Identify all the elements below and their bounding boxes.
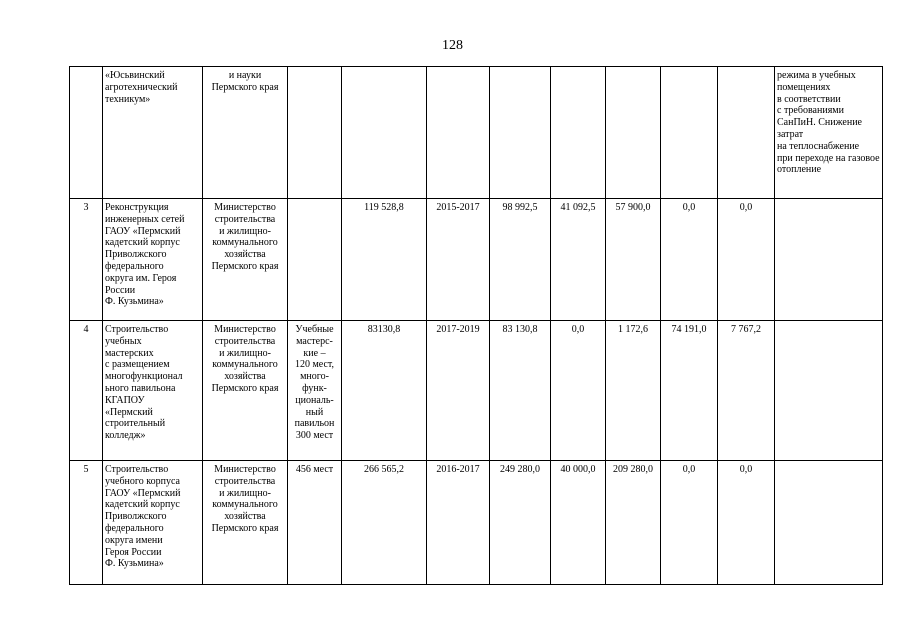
cell-line: ГАОУ «Пермский bbox=[105, 225, 181, 237]
value-cell-1: 98 992,5 bbox=[490, 199, 551, 321]
cell-line: «Юсьвинский bbox=[105, 70, 165, 81]
cell-line: колледж» bbox=[105, 430, 146, 442]
cell-line: федерального bbox=[105, 522, 164, 534]
value-cell-4: 0,0 bbox=[661, 461, 718, 585]
program-table bbox=[69, 66, 883, 585]
cell-line: Учебные bbox=[295, 324, 334, 335]
cell-line: Пермского края bbox=[211, 522, 279, 534]
total-cost-cell: 266 565,2 bbox=[342, 461, 427, 585]
cell-line: Строительство bbox=[105, 324, 169, 335]
cell-line: режима в учебных bbox=[777, 70, 856, 81]
value-cell-2: 40 000,0 bbox=[551, 461, 606, 585]
period-cell: 2017-2019 bbox=[427, 321, 490, 461]
cell-line: Приволжского bbox=[105, 249, 167, 261]
cell-line: Пермского края bbox=[211, 260, 279, 272]
total-cost-cell: 119 528,8 bbox=[342, 199, 427, 321]
ministry-cell bbox=[203, 321, 288, 461]
cell-line: и жилищно- bbox=[219, 347, 271, 359]
value-cell-4: 74 191,0 bbox=[661, 321, 718, 461]
value-cell-5: 0,0 bbox=[718, 199, 775, 321]
value-cell-2: 41 092,5 bbox=[551, 199, 606, 321]
row-number-cell bbox=[70, 67, 103, 199]
cell-line: при переходе на газовое bbox=[777, 152, 880, 164]
cell-line: строительства bbox=[214, 213, 276, 225]
cell-line: Строительство bbox=[105, 464, 169, 475]
cell-line: функ- bbox=[302, 382, 327, 394]
cell-line: кадетский корпус bbox=[105, 237, 180, 249]
row-number-cell: 3 bbox=[70, 199, 103, 321]
object-name-cell bbox=[103, 199, 203, 321]
table-body bbox=[70, 67, 883, 585]
capacity-cell bbox=[288, 321, 342, 461]
cell-line: Пермского края bbox=[211, 382, 279, 394]
object-name-cell bbox=[103, 67, 203, 199]
cell-line: хозяйства bbox=[224, 371, 266, 383]
object-name-cell bbox=[103, 321, 203, 461]
value-cell-5: 0,0 bbox=[718, 461, 775, 585]
cell-line: ьного павильона bbox=[105, 382, 176, 394]
cell-line: Ф. Кузьмина» bbox=[105, 558, 164, 570]
cell-line: учебных bbox=[105, 335, 142, 347]
cell-line: агротехнический bbox=[105, 81, 178, 93]
note-cell bbox=[775, 199, 883, 321]
capacity-cell bbox=[288, 461, 342, 585]
cell-line: кие – bbox=[303, 347, 326, 359]
value-cell-1 bbox=[490, 67, 551, 199]
value-cell-5: 7 767,2 bbox=[718, 321, 775, 461]
cell-line: округа им. Героя bbox=[105, 272, 177, 284]
period-cell: 2015-2017 bbox=[427, 199, 490, 321]
value-cell-2: 0,0 bbox=[551, 321, 606, 461]
row-number-cell: 4 bbox=[70, 321, 103, 461]
cell-line: 300 мест bbox=[295, 430, 334, 442]
cell-line: хозяйства bbox=[224, 249, 266, 261]
cell-line: Министерство bbox=[214, 202, 276, 213]
ministry-cell bbox=[203, 461, 288, 585]
cell-line: и жилищно- bbox=[219, 225, 271, 237]
table-row bbox=[70, 67, 883, 199]
cell-line: циональ- bbox=[295, 394, 334, 406]
object-name-cell bbox=[103, 461, 203, 585]
cell-line: «Пермский bbox=[105, 406, 153, 418]
cell-line: мастерских bbox=[105, 347, 154, 359]
cell-line: строительства bbox=[214, 475, 276, 487]
cell-line: многофункционал bbox=[105, 371, 183, 383]
cell-line: много- bbox=[300, 371, 329, 383]
cell-line: 120 мест, bbox=[294, 359, 335, 371]
cell-line: Приволжского bbox=[105, 511, 167, 523]
cell-line: учебного корпуса bbox=[105, 475, 180, 487]
cell-line: инженерных сетей bbox=[105, 213, 185, 225]
table-row bbox=[70, 321, 883, 461]
page-number: 128 bbox=[442, 38, 463, 53]
cell-line: помещениях bbox=[777, 81, 831, 93]
cell-line: Реконструкция bbox=[105, 202, 169, 213]
capacity-cell bbox=[288, 67, 342, 199]
cell-line: и науки bbox=[228, 70, 262, 81]
value-cell-2 bbox=[551, 67, 606, 199]
value-cell-1: 83 130,8 bbox=[490, 321, 551, 461]
note-cell bbox=[775, 461, 883, 585]
cell-line: с размещением bbox=[105, 359, 170, 371]
cell-line: отопление bbox=[777, 164, 822, 176]
cell-line: техникум» bbox=[105, 93, 151, 105]
cell-line: на теплоснабжение bbox=[777, 140, 860, 152]
value-cell-1: 249 280,0 bbox=[490, 461, 551, 585]
cell-line: Героя России bbox=[105, 546, 162, 558]
row-number-cell: 5 bbox=[70, 461, 103, 585]
ministry-cell bbox=[203, 67, 288, 199]
cell-line: хозяйства bbox=[224, 511, 266, 523]
cell-line: кадетский корпус bbox=[105, 499, 180, 511]
cell-line: России bbox=[105, 284, 136, 296]
cell-line: коммунального bbox=[212, 359, 278, 371]
cell-line: Министерство bbox=[214, 324, 276, 335]
period-cell: 2016-2017 bbox=[427, 461, 490, 585]
cell-line: Пермского края bbox=[211, 81, 279, 93]
cell-line: СанПиН. Снижение bbox=[777, 117, 862, 129]
ministry-cell bbox=[203, 199, 288, 321]
cell-line: коммунального bbox=[212, 499, 278, 511]
cell-line: строительства bbox=[214, 335, 276, 347]
cell-line: с требованиями bbox=[777, 105, 844, 117]
value-cell-3: 57 900,0 bbox=[606, 199, 661, 321]
note-cell bbox=[775, 67, 883, 199]
cell-line: затрат bbox=[777, 128, 804, 140]
cell-line: и жилищно- bbox=[219, 487, 271, 499]
cell-line: 456 мест bbox=[295, 464, 334, 475]
value-cell-4 bbox=[661, 67, 718, 199]
total-cost-cell bbox=[342, 67, 427, 199]
cell-line: округа имени bbox=[105, 534, 163, 546]
cell-line: ГАОУ «Пермский bbox=[105, 487, 181, 499]
total-cost-cell: 83130,8 bbox=[342, 321, 427, 461]
value-cell-3 bbox=[606, 67, 661, 199]
value-cell-4: 0,0 bbox=[661, 199, 718, 321]
cell-line: мастерс- bbox=[296, 335, 333, 347]
capacity-cell bbox=[288, 199, 342, 321]
table-row bbox=[70, 461, 883, 585]
cell-line: Министерство bbox=[214, 464, 276, 475]
cell-line: в соответствии bbox=[777, 93, 841, 105]
period-cell bbox=[427, 67, 490, 199]
cell-line: павильон bbox=[294, 418, 335, 430]
note-cell bbox=[775, 321, 883, 461]
cell-line: строительный bbox=[105, 418, 166, 430]
cell-line: ный bbox=[305, 406, 324, 418]
cell-line: федерального bbox=[105, 260, 164, 272]
cell-line: коммунального bbox=[212, 237, 278, 249]
cell-line: КГАПОУ bbox=[105, 394, 145, 406]
cell-line: Ф. Кузьмина» bbox=[105, 296, 164, 308]
value-cell-3: 1 172,6 bbox=[606, 321, 661, 461]
table-row bbox=[70, 199, 883, 321]
value-cell-3: 209 280,0 bbox=[606, 461, 661, 585]
value-cell-5 bbox=[718, 67, 775, 199]
